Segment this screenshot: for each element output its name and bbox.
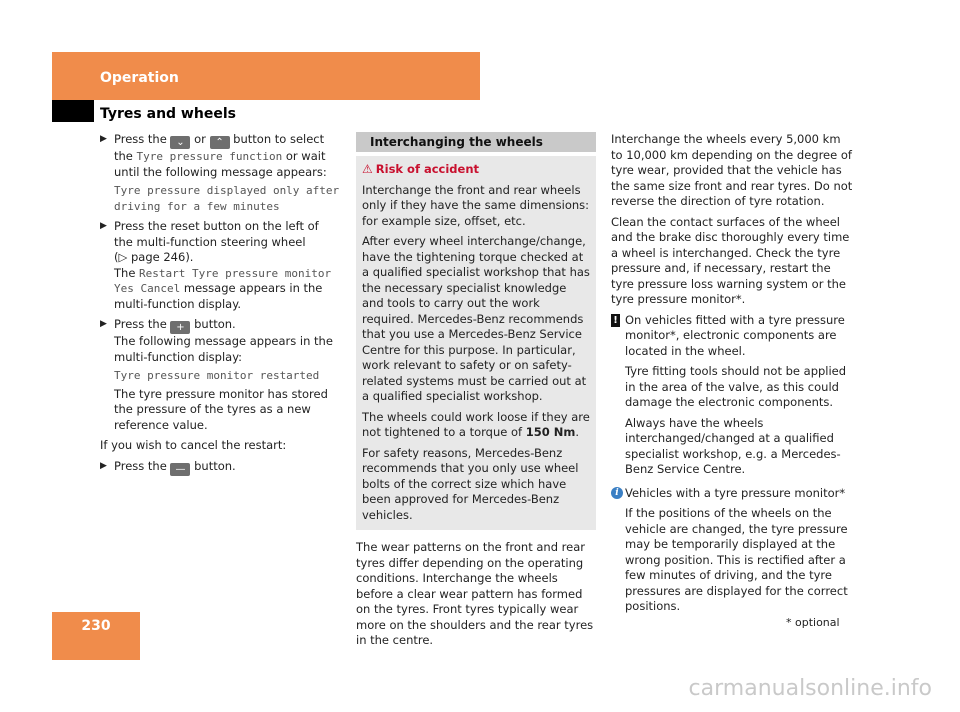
info-icon: i bbox=[611, 487, 623, 499]
section-label: Operation bbox=[100, 70, 179, 86]
step-select-function: ▶ Press the ⌄ or ⌃ button to select the Tyre pressure function or wait until the following message appears: Tyre pressure displayed only after driving for a few minutes bbox=[100, 132, 340, 213]
arrow-right-icon: ▶ bbox=[100, 221, 107, 231]
paragraph: Interchange the wheels every 5,000 km to 10,000 km depending on the degree of tyre wear, provided that the vehicle has the same size front and rear tyres. Do not reverse the direction of tyre rotation. bbox=[611, 132, 853, 208]
paragraph: Clean the contact surfaces of the wheel and the brake disc thoroughly every time a wheel is interchanged. Check the tyre pressure and, if necessary, restart the tyre pressure loss warning system or the tyre pressure monitor*. bbox=[611, 214, 850, 306]
step-minus-button: ▶ Press the — button. bbox=[100, 458, 236, 475]
paragraph: The wear patterns on the front and rear tyres differ depending on the operating conditions. Interchange the wheels before a clear wear pattern has formed on the tyres. Front tyres typically wear more on the shoulders and the rear tyres in the centre. bbox=[356, 540, 594, 647]
step-reset-button: ▶ Press the reset button on the left of the multi-function steering wheel (▷ page 246). The Restart Tyre pressure monitor Yes Cancel message appears in the multi-function display. bbox=[100, 219, 340, 312]
arrow-right-icon: ▶ bbox=[100, 460, 107, 471]
display-message: Restart Tyre pressure monitor Yes Cancel bbox=[114, 266, 332, 295]
display-message: Tyre pressure monitor restarted bbox=[114, 369, 320, 382]
column-left bbox=[100, 132, 340, 481]
display-message: Tyre pressure function bbox=[136, 150, 283, 163]
display-message: Tyre pressure displayed only after driving for a few minutes bbox=[114, 184, 340, 213]
info-block: i Vehicles with a tyre pressure monitor* If the positions of the wheels on the vehicle are changed, the tyre pressure may be temporarily displayed at the wrong position. This is rectified after a few minutes of driving, and the tyre pressures are displayed for the correct positions. bbox=[611, 486, 855, 615]
up-button-icon: ⌃ bbox=[210, 136, 230, 149]
section-heading: Interchanging the wheels bbox=[356, 132, 596, 152]
arrow-right-icon: ▶ bbox=[100, 319, 107, 329]
step-plus-button: ▶ Press the + button. The following message appears in the multi-function display: Tyre pressure monitor restarted The tyre pressure monitor has stored the pressure of the tyres as a new reference value. bbox=[100, 317, 340, 433]
warning-triangle-icon: ⚠ bbox=[362, 162, 373, 176]
page-reference[interactable]: (▷ page 246). bbox=[114, 250, 194, 264]
watermark: carmanualsonline.info bbox=[688, 676, 932, 701]
warning-box: ⚠ Risk of accident Interchange the front and rear wheels only if they have the same dimensions: for example size, offset, etc. After every wheel interchange/change, have the tightening torque checked at a qualified specialist workshop that has the necessary specialist knowledge and tools to carry out the work required. Mercedes-Benz recommends that you use a Mercedes-Benz Service Centre for this purpose. In particular, work relevant to safety or on safety-related systems must be carried out at a qualified specialist workshop. The wheels could work loose if they are not tightened to a torque of 150 Nm. For safety reasons, Mercedes-Benz recommends that you only use wheel bolts of the correct size which have been approved for Mercedes-Benz vehicles. bbox=[356, 156, 596, 530]
page-number: 230 bbox=[81, 618, 111, 634]
minus-button-icon: — bbox=[170, 463, 190, 476]
note-block: ! On vehicles fitted with a tyre pressure monitor*, electronic components are located in the wheel. Tyre fitting tools should not be applied in the area of the valve, as this could damage the electronic components. Always have the wheels interchanged/changed at a qualified specialist workshop, e.g. a Mercedes-Benz Service Centre. bbox=[611, 313, 855, 478]
column-middle bbox=[356, 132, 596, 654]
page-title: Tyres and wheels bbox=[100, 106, 236, 122]
column-right bbox=[611, 132, 855, 620]
header-tab bbox=[52, 100, 94, 122]
arrow-right-icon: ▶ bbox=[100, 134, 107, 144]
cancel-intro: If you wish to cancel the restart: bbox=[100, 438, 287, 452]
footnote: * optional bbox=[786, 616, 840, 629]
plus-button-icon: + bbox=[170, 321, 190, 334]
exclamation-icon: ! bbox=[611, 314, 620, 327]
warning-title: Risk of accident bbox=[375, 162, 480, 176]
down-button-icon: ⌄ bbox=[170, 136, 190, 149]
